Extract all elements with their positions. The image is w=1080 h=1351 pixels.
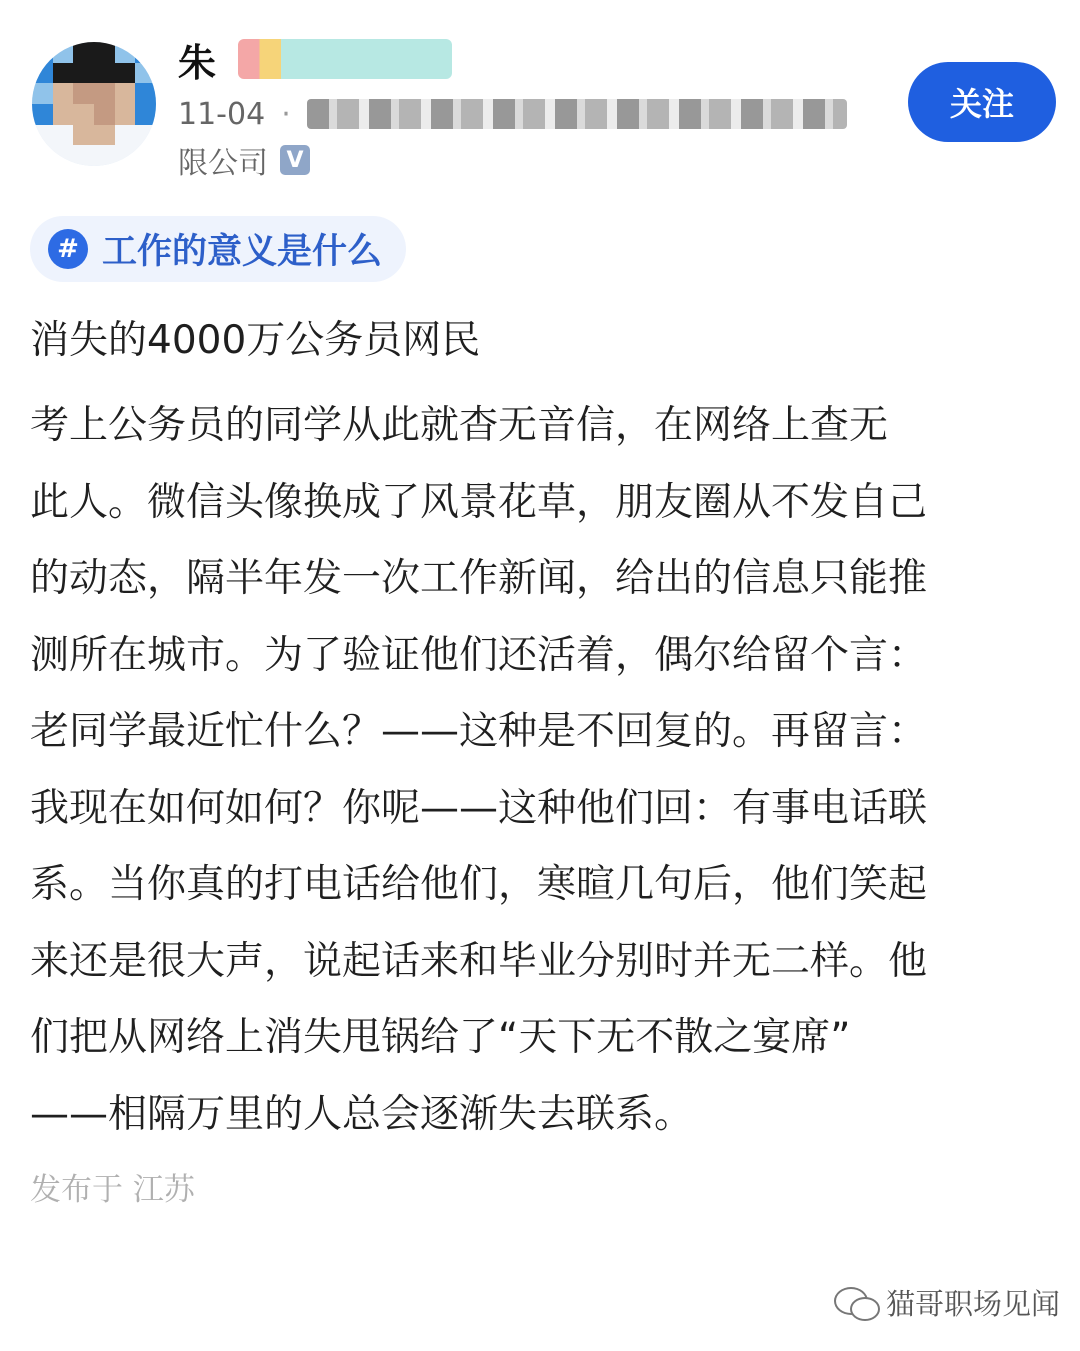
post-date: 11-04	[178, 96, 266, 132]
meta-separator: ·	[281, 96, 291, 132]
post-title: 消失的4000万公务员网民	[30, 318, 481, 363]
post-body-line: 老同学最近忙什么？——这种是不回复的。再留言：	[30, 709, 928, 754]
post-body-line: 系。当你真的打电话给他们，寒暄几句后，他们笑起	[30, 862, 928, 907]
author-company-row	[178, 138, 310, 182]
wechat-icon	[834, 1285, 880, 1321]
post-location: 发布于 江苏	[30, 1172, 195, 1208]
follow-button[interactable]: 关注	[908, 62, 1056, 142]
verified-icon: V	[280, 145, 310, 175]
avatar[interactable]	[32, 42, 156, 166]
watermark	[834, 1282, 1060, 1323]
author-info-blurred	[307, 99, 847, 129]
author-company: 限公司	[178, 146, 268, 181]
hashtag-icon: #	[48, 229, 88, 269]
post-body-line: 们把从网络上消失甩锅给了“天下无不散之宴席”	[30, 1015, 851, 1060]
post-body-line: 考上公务员的同学从此就杳无音信，在网络上查无	[30, 403, 889, 448]
author-name[interactable]: 朱	[178, 40, 221, 85]
post-body-line: ——相隔万里的人总会逐渐失去联系。	[30, 1091, 694, 1137]
post-body-line: 测所在城市。为了验证他们还活着，偶尔给留个言：	[30, 632, 928, 678]
author-badge-blurred	[238, 39, 452, 79]
post-body-line: 的动态，隔半年发一次工作新闻，给出的信息只能推	[30, 556, 928, 601]
post-meta	[178, 92, 847, 136]
watermark-text: 猫哥职场见闻	[886, 1287, 1061, 1321]
avatar-pixelated-image	[32, 42, 156, 166]
post-body-line: 此人。微信头像换成了风景花草，朋友圈从不发自己	[30, 479, 928, 525]
topic-tag[interactable]	[30, 216, 406, 282]
post-body-line: 来还是很大声，说起话来和毕业分别时并无二样。他	[30, 938, 928, 984]
post-body	[30, 388, 1060, 1153]
post-body-line: 我现在如何如何？你呢——这种他们回：有事电话联	[30, 785, 928, 831]
topic-label: 工作的意义是什么	[102, 232, 383, 272]
author-name-row	[178, 34, 452, 84]
